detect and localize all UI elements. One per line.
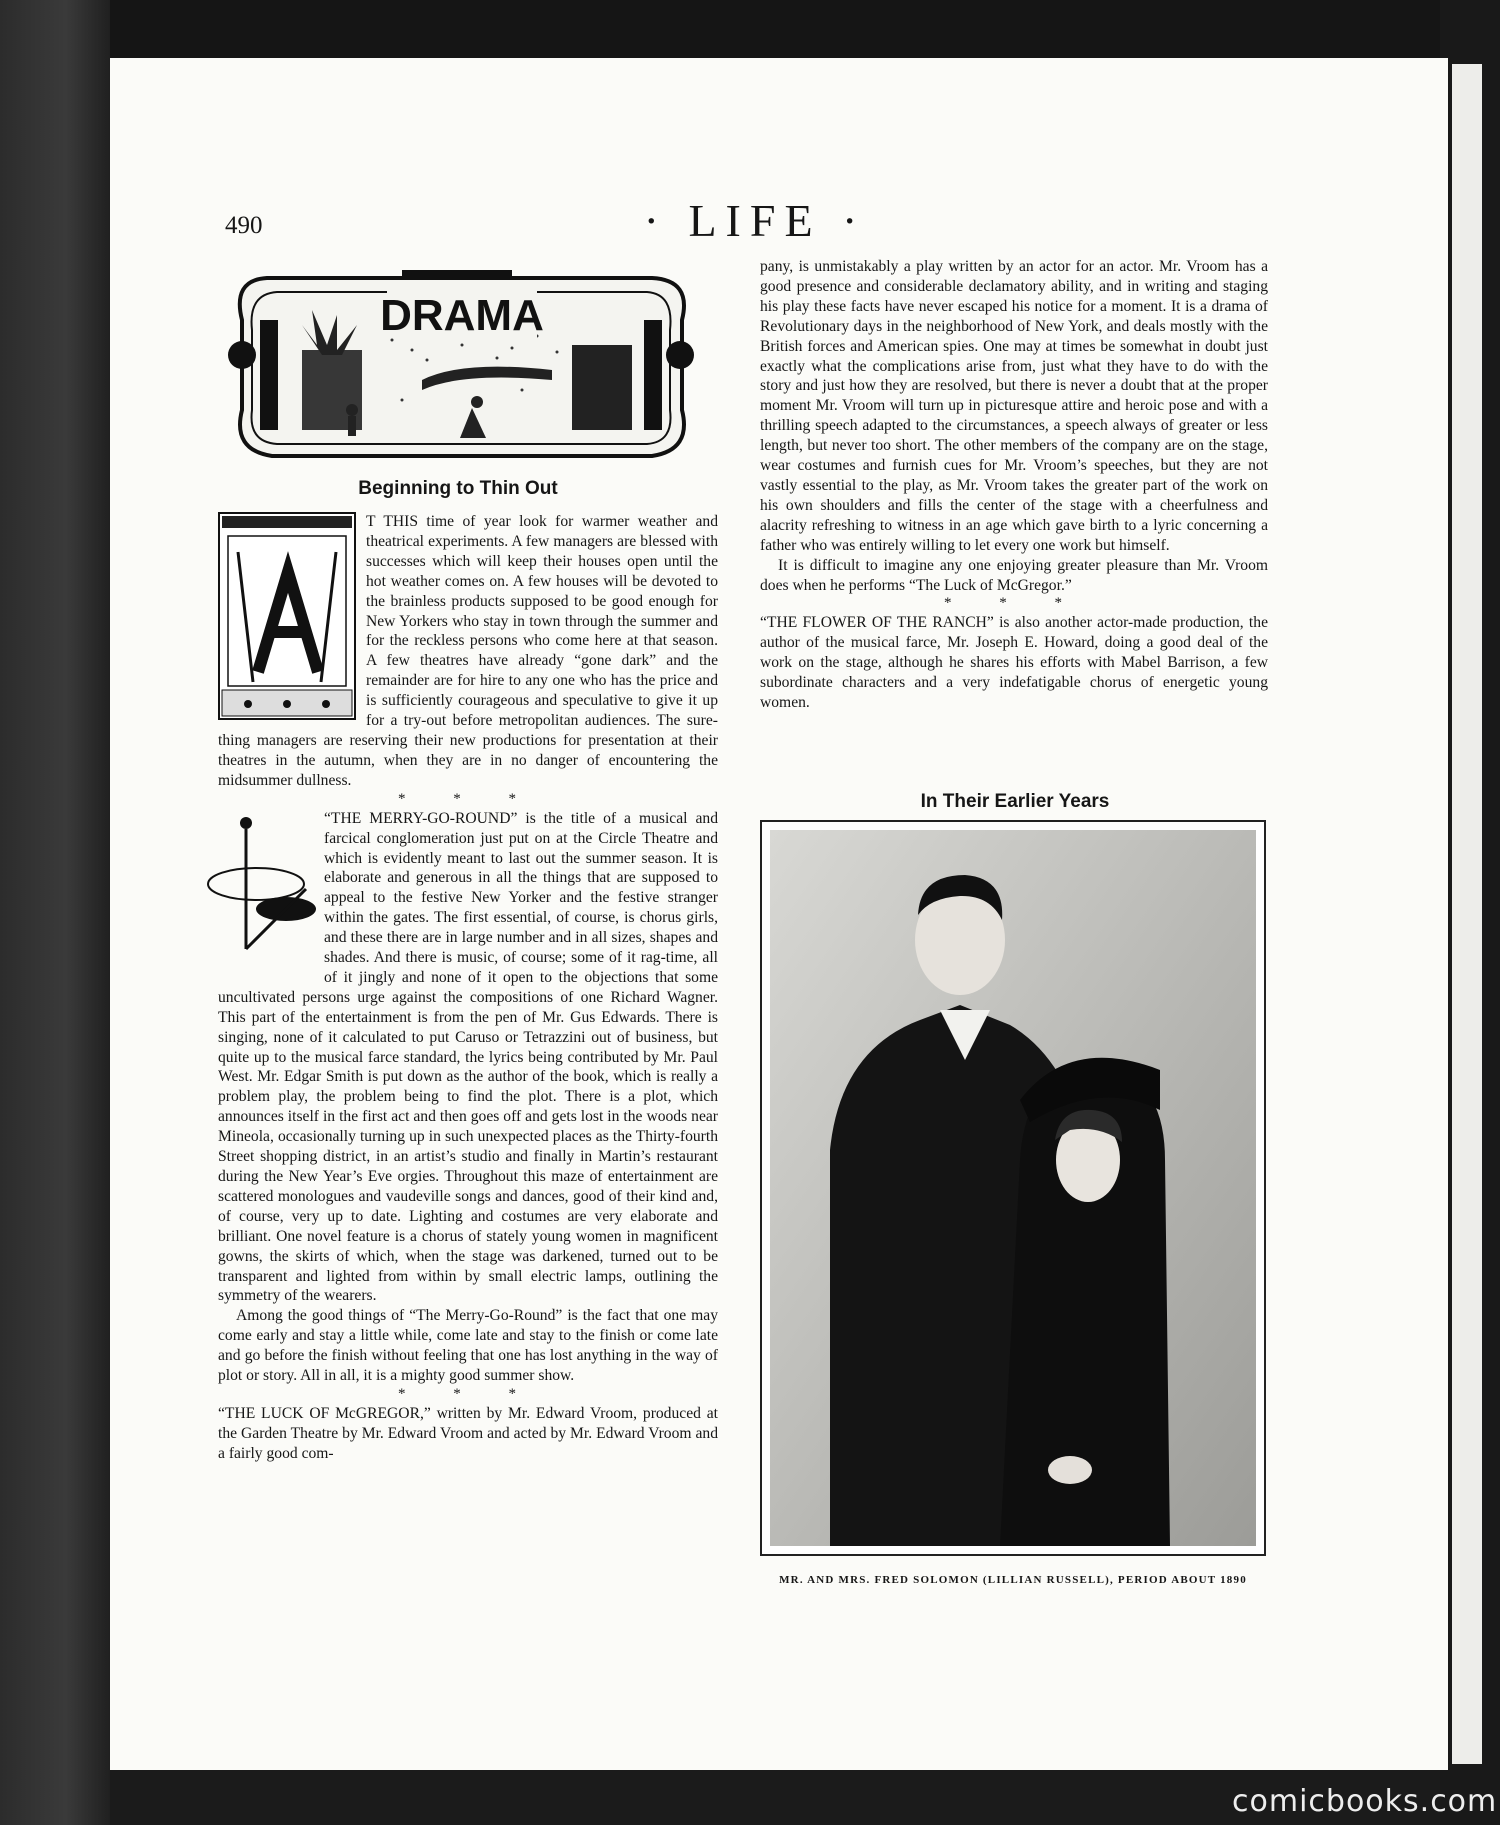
illustrated-initial-a (218, 512, 356, 720)
banner-title: DRAMA (380, 291, 544, 340)
section-divider: * * * (398, 790, 538, 807)
paragraph-vroom-pleasure: It is difficult to imagine any one enjoying greater pleasure than Mr. Vroom does when he performs “The Luck of McGregor.” (760, 556, 1268, 594)
scan-border-top (0, 0, 1500, 58)
masthead: · LIFE · (643, 195, 867, 246)
paragraph-merry-go-round-summary: Among the good things of “The Merry-Go-Round” is the fact that one may come early and stay a little while, come late and stay to the finish or come late and go before the finish without feeling that one has lost anything in the way of plot or story. All in all, it is a mighty good summer show. (218, 1307, 718, 1385)
drama-banner-illustration (222, 260, 700, 470)
photo-caption: MR. AND MRS. FRED SOLOMON (LILLIAN RUSSELL), PERIOD ABOUT 1890 (779, 1574, 1247, 1586)
paragraph-flower-of-the-ranch: “THE FLOWER OF THE RANCH” is also another actor-made production, the author of the musical farce, Mr. Joseph E. Howard, doing a good deal of the work on the stage, although he shares his efforts with Mabel Barrison, a few subordinate characters and a very indefatigable chorus of energetic young women. (760, 614, 1268, 712)
paragraph-luck-of-mcgregor: “THE LUCK OF McGREGOR,” written by Mr. Edward Vroom, produced at the Garden Theatre by Mr. Edward Vroom and acted by Mr. Edward Vroom and a fairly good com- (218, 1404, 718, 1462)
page-number: 490 (225, 212, 263, 239)
right-column (760, 257, 1268, 713)
section-divider: * * * (398, 1385, 538, 1402)
next-page-edge (1452, 64, 1482, 1764)
merry-go-round-illustration (206, 809, 318, 969)
paragraph-merry-go-round: “THE MERRY-GO-ROUND” is the title of a musical and farcical conglomeration just put on at the Circle Theatre and which is evidently meant to last out the summer season. It is elaborate and generous in all the things that are supposed to appeal to the festive New Yorker and the festive stranger within the gates. The first essential, of course, is chorus girls, and these there are in large number and in all sizes, shapes and shades. And there is music, of course; some of it rag-time, all of it jingly and none of it open to the objections that some uncultivated persons urge against the compositions of one Richard Wagner. This part of the entertainment is from the pen of Mr. Gus Edwards. There is singing, none of it calculated to put Caruso or Tetrazzini out of business, but quite up to the musical farce standard, the lyrics being contributed by Mr. Paul West. Mr. Edgar Smith is put down as the author of the book, which is really a problem play, the problem being to find the plot. There is a plot, which announces itself in the first act and then goes off and gets lost in the woods near Mineola, occasionally turning up in such unexpected places as the Thirty-fourth Street shopping district, in an artist’s studio and finally in Martin’s restaurant during the New Year’s Eve orgies. Throughout this maze of entertainment are scattered monologues and vaudeville songs and dances, good of their kind and, of course, very up to date. Lighting and costumes are very elaborate and brilliant. One novel feature is a chorus of stately young women in magnificent gowns, the skirts of which, when the stage was darkened, turned out to be transparent and lighted from within by small electric lamps, outlining the symmetry of the wearers. (218, 809, 718, 1305)
scan-border-left (0, 0, 110, 1825)
section-divider: * * * (944, 595, 1084, 612)
portrait-photograph (770, 830, 1256, 1546)
left-column (218, 512, 718, 1464)
paragraph-mcgregor-continued: pany, is unmistakably a play written by an actor for an actor. Mr. Vroom has a good presence and considerable declamatory ability, and in writing and staging his play these facts have never escaped his notice for a moment. It is a drama of Revolutionary days in the neighborhood of New York, and deals mostly with the British forces and American spies. One may at times be somewhat in doubt just exactly what the complications arise from, just what they have to do with the story and just how they are resolved, but there is never a doubt that at the proper moment Mr. Vroom will turn up in picturesque attire and heroic pose and with a thrilling speech adapted to the circumstances, a speech always of greater or less length, but never too short. The other members of the company are on the stage, wear costumes and furnish cues for Mr. Vroom’s speeches, but they are not vastly essential to the play, as Mr. Vroom takes the greater part of the work on his own shoulders and fills the center of the stage with a cheerfulness and alacrity refreshing to witness in an age which gave birth to a lyric concerning a father who was entirely willing to let every one work but himself. (760, 258, 1268, 554)
photograph-frame (760, 820, 1266, 1556)
paragraph-intro: T THIS time of year look for warmer weather and theatrical experiments. A few managers are blessed with successes which will keep their houses open until the hot weather comes on. A few houses will be devoted to the brainless products supposed to be good enough for New Yorkers who stay in town through the summer and for the reckless persons who come here at that season. A few theatres have already “gone dark” and the remainder are for hire to any one who has the price and is sufficiently courageous and speculative to give it up for a try-out before metropolitan audiences. The sure-thing managers are reserving their new productions for presentation at their theatres in the autumn, when they are in no danger of encountering the midsummer dullness. (218, 513, 718, 789)
section-heading-beginning: Beginning to Thin Out (358, 478, 558, 499)
watermark: comicbooks.com (1232, 1784, 1498, 1819)
photo-heading: In Their Earlier Years (920, 791, 1110, 812)
